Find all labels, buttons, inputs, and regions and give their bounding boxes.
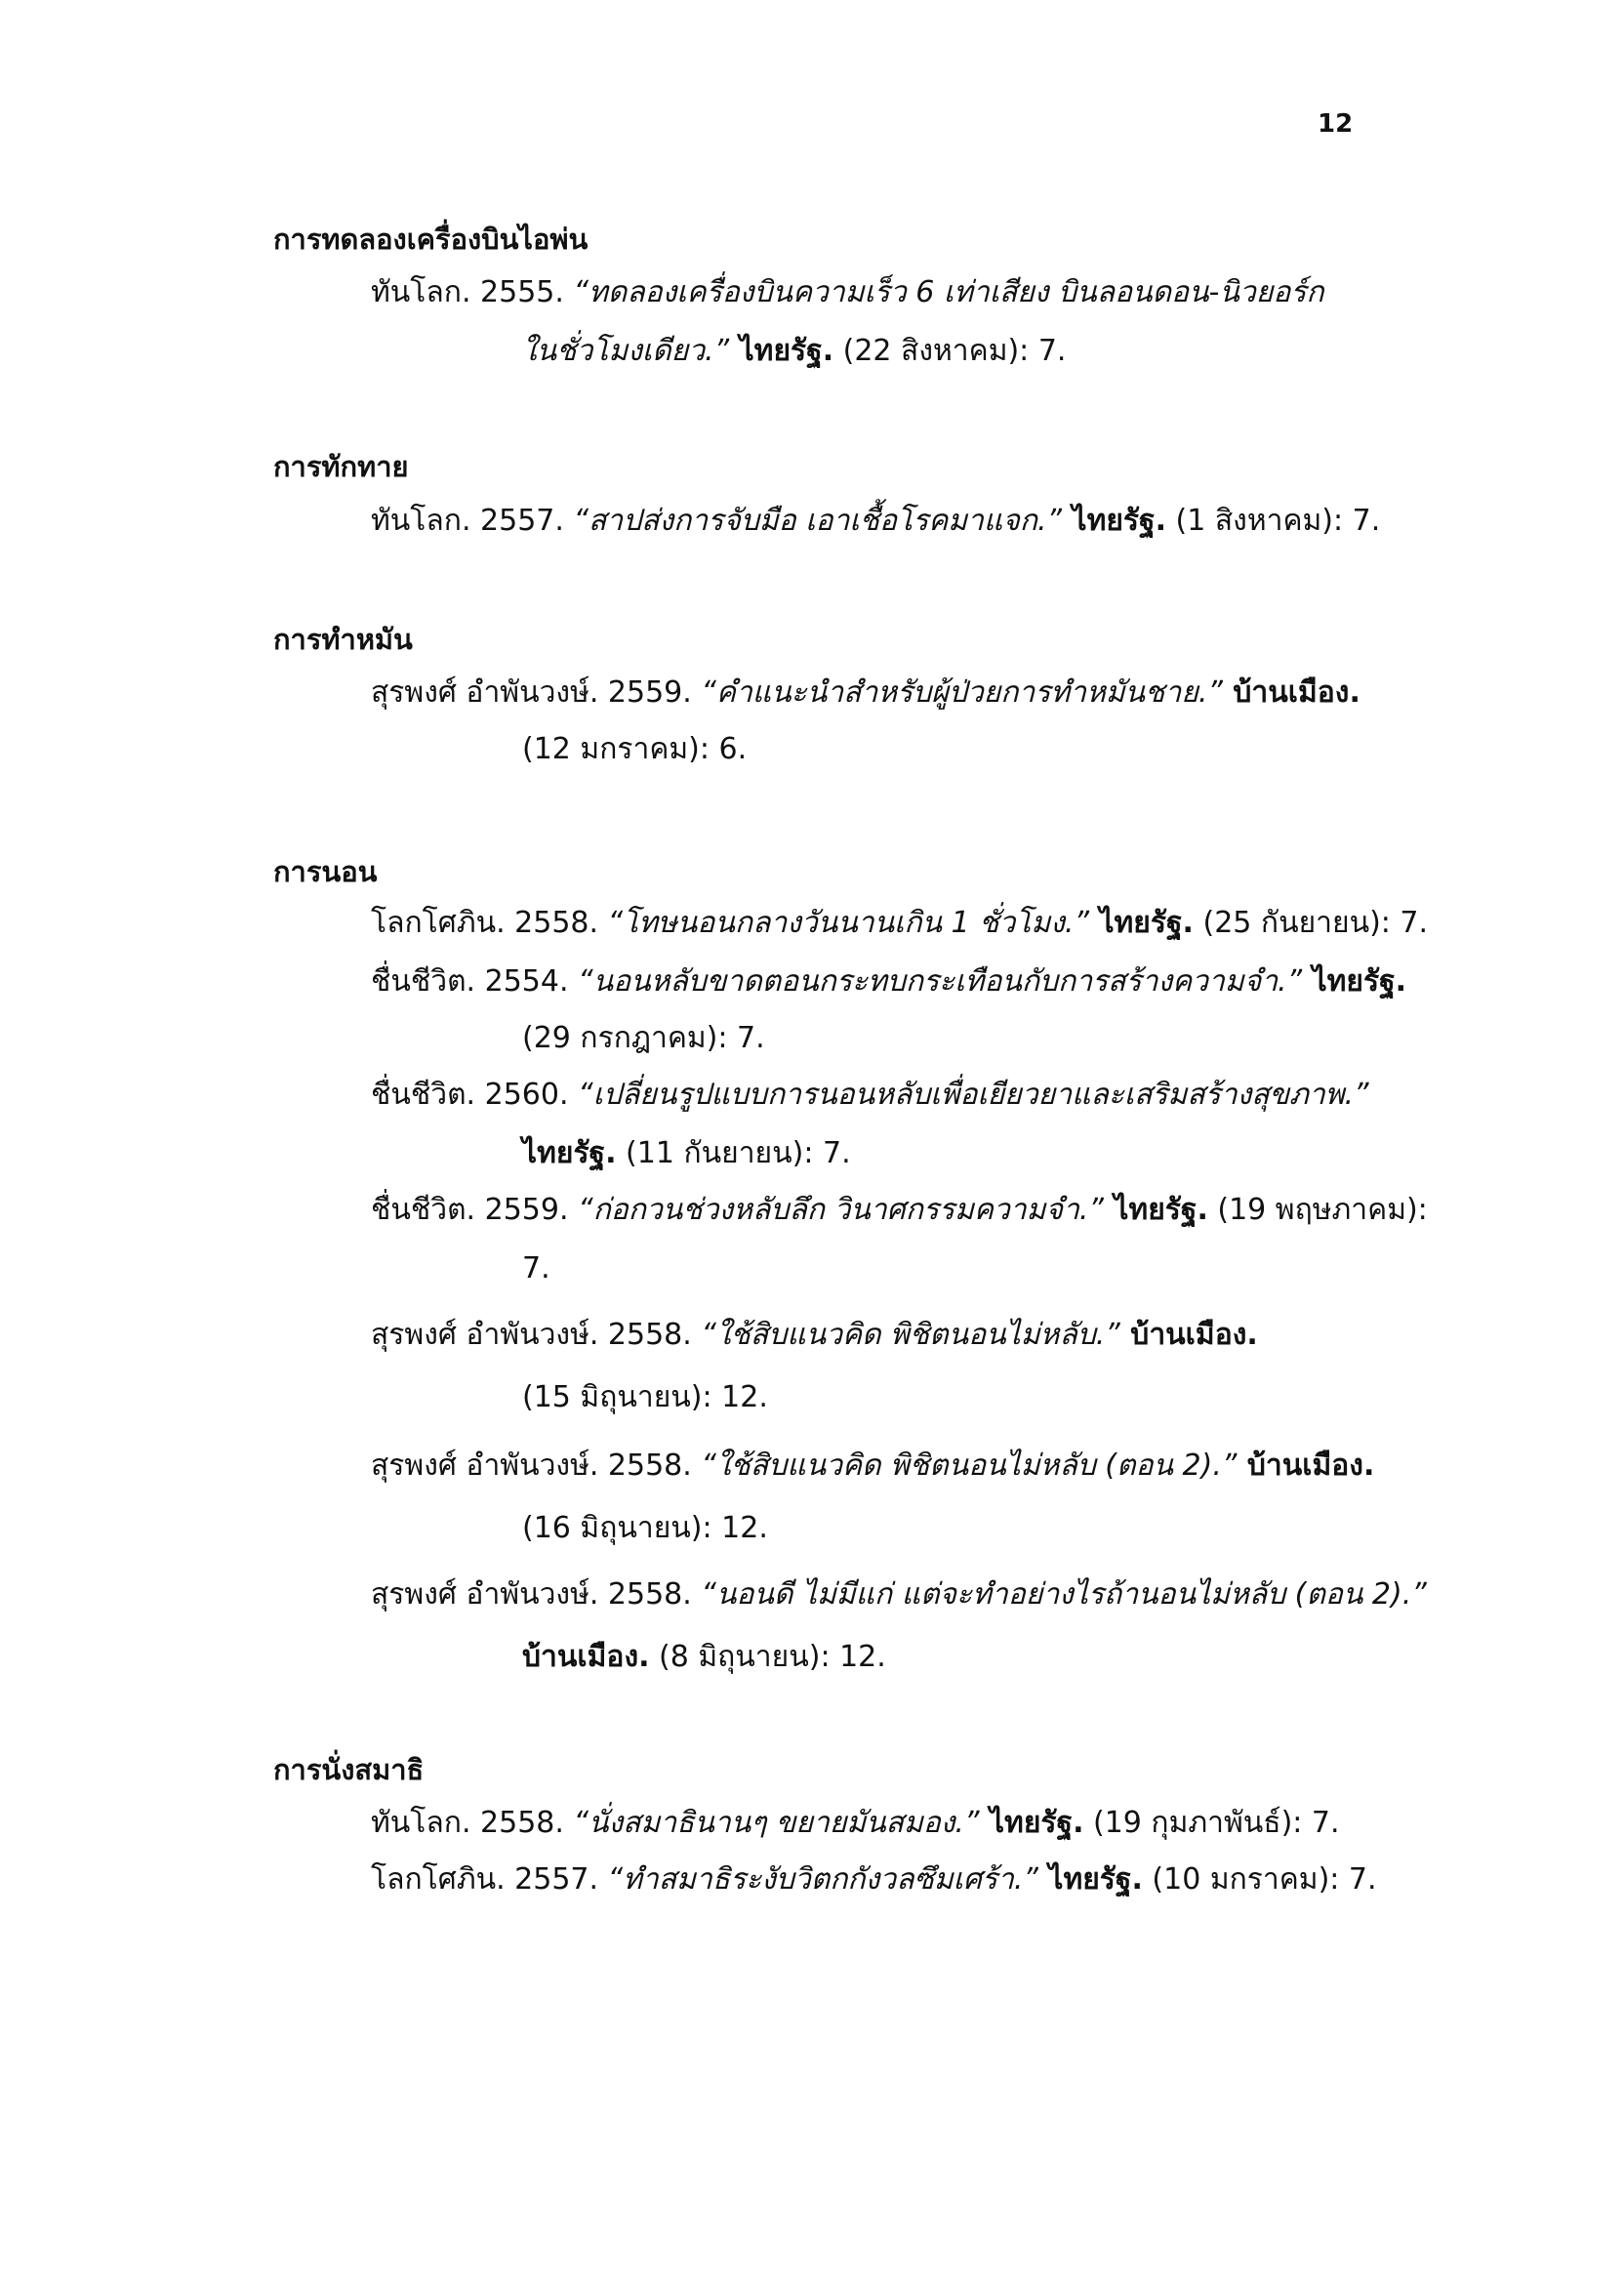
ref-date-page: (12 มกราคม): 6. — [522, 732, 748, 766]
ref-author: ชื่นชีวิต. 2554. — [371, 964, 579, 999]
ref-source: ไทยรัฐ. — [1103, 1193, 1208, 1227]
reference-line — [371, 1445, 1374, 1488]
ref-source: ไทยรัฐ. — [1062, 504, 1166, 538]
reference-line — [371, 960, 1406, 1003]
reference-line — [522, 1247, 550, 1290]
ref-date-page: (16 มิถุนายน): 12. — [522, 1511, 768, 1545]
reference-line — [371, 902, 1428, 945]
ref-source: บ้านเมือง. — [1237, 1449, 1375, 1483]
ref-title: “ใช้สิบแนวคิด พิชิตนอนไม่หลับ (ตอน 2).” — [701, 1449, 1238, 1483]
ref-date-page: (22 สิงหาคม): 7. — [833, 334, 1067, 368]
reference-line — [522, 1376, 768, 1419]
ref-source: บ้านเมือง. — [1222, 675, 1360, 710]
ref-title: “ทดลองเครื่องบินความเร็ว 6 เท่าเสียง บินลอนดอน-นิวยอร์ก — [573, 275, 1324, 309]
ref-source: ไทยรัฐ. — [1037, 1862, 1143, 1897]
ref-author: ชื่นชีวิต. 2559. — [371, 1193, 579, 1227]
ref-author: ทันโลก. 2558. — [371, 1806, 574, 1840]
reference-line — [371, 271, 1324, 314]
ref-title: “นั่งสมาธินานๆ ขยายมันสมอง.” — [573, 1806, 980, 1840]
page-number: 12 — [1318, 109, 1354, 139]
reference-line — [522, 1636, 886, 1679]
ref-source: ไทยรัฐ. — [1089, 906, 1194, 940]
ref-title: “นอนดี ไม่มีแก่ แต่จะทำอย่างไรถ้านอนไม่หลับ (ตอน 2).” — [701, 1577, 1427, 1612]
ref-source: ไทยรัฐ. — [522, 1136, 617, 1170]
ref-date-page: (25 กันยายน): 7. — [1193, 906, 1429, 940]
ref-date-page: (29 กรกฎาคม): 7. — [522, 1021, 765, 1055]
ref-title: ในชั่วโมงเดียว.” — [522, 334, 730, 368]
ref-title: “นอนหลับขาดตอนกระทบกระเทือนกับการสร้างความจำ.” — [578, 964, 1303, 999]
reference-line — [522, 1132, 851, 1175]
ref-title: “โทษนอนกลางวันนานเกิน 1 ชั่วโมง.” — [607, 906, 1089, 940]
ref-date-page: (19 กุมภาพันธ์): 7. — [1083, 1806, 1340, 1840]
reference-line — [522, 1507, 768, 1550]
section-heading: การทำหมัน — [273, 623, 413, 656]
ref-author: สุรพงศ์ อำพันวงษ์. 2558. — [371, 1318, 702, 1352]
ref-author: สุรพงศ์ อำพันวงษ์. 2558. — [371, 1577, 702, 1612]
ref-title: “คำแนะนำสำหรับผู้ป่วยการทำหมันชาย.” — [701, 675, 1223, 710]
ref-source: ไทยรัฐ. — [729, 334, 834, 368]
section-heading: การทักทาย — [273, 450, 409, 483]
ref-author: สุรพงศ์ อำพันวงษ์. 2558. — [371, 1449, 702, 1483]
ref-source: บ้านเมือง. — [1119, 1318, 1258, 1352]
ref-author: ทันโลก. 2555. — [371, 275, 574, 309]
reference-line — [522, 728, 747, 771]
ref-author: โลกโศภิน. 2557. — [371, 1862, 608, 1897]
ref-date-page: (8 มิถุนายน): 12. — [649, 1640, 886, 1674]
reference-line — [371, 1573, 1427, 1616]
ref-date-page: (1 สิงหาคม): 7. — [1166, 504, 1381, 538]
reference-line — [371, 1074, 1369, 1117]
section-heading: การนั่งสมาธิ — [273, 1753, 425, 1786]
ref-title: “ใช้สิบแนวคิด พิชิตนอนไม่หลับ.” — [701, 1318, 1120, 1352]
reference-line — [522, 330, 1066, 373]
section-heading: การนอน — [273, 855, 378, 888]
reference-line — [371, 1858, 1377, 1901]
ref-source: บ้านเมือง. — [522, 1640, 650, 1674]
ref-date-page: (11 กันยายน): 7. — [616, 1136, 851, 1170]
reference-line — [371, 1314, 1258, 1357]
ref-author: โลกโศภิน. 2558. — [371, 906, 608, 940]
ref-title: “ก่อกวนช่วงหลับลึก วินาศกรรมความจำ.” — [578, 1193, 1104, 1227]
ref-date-page: (19 พฤษภาคม): — [1207, 1193, 1428, 1227]
reference-line — [522, 1017, 765, 1060]
reference-line — [371, 1802, 1340, 1845]
ref-author: ทันโลก. 2557. — [371, 504, 574, 538]
reference-line — [371, 500, 1380, 543]
ref-author: สุรพงศ์ อำพันวงษ์. 2559. — [371, 675, 702, 710]
ref-title: “สาปส่งการจับมือ เอาเชื้อโรคมาแจก.” — [573, 504, 1063, 538]
reference-line — [371, 672, 1360, 714]
ref-date-page: (15 มิถุนายน): 12. — [522, 1380, 768, 1414]
ref-date-page: (10 มกราคม): 7. — [1142, 1862, 1377, 1897]
section-heading: การทดลองเครื่องบินไอพ่น — [273, 223, 589, 256]
ref-date-page: 7. — [522, 1251, 550, 1286]
ref-author: ชื่นชีวิต. 2560. — [371, 1078, 579, 1112]
ref-title: “ทำสมาธิระงับวิตกกังวลซึมเศร้า.” — [607, 1862, 1038, 1897]
reference-line — [371, 1189, 1428, 1232]
ref-source: ไทยรัฐ. — [1302, 964, 1407, 999]
ref-source: ไทยรัฐ. — [979, 1806, 1084, 1840]
ref-title: “เปลี่ยนรูปแบบการนอนหลับเพื่อเยียวยาและเสริมสร้างสุขภาพ.” — [578, 1078, 1369, 1112]
